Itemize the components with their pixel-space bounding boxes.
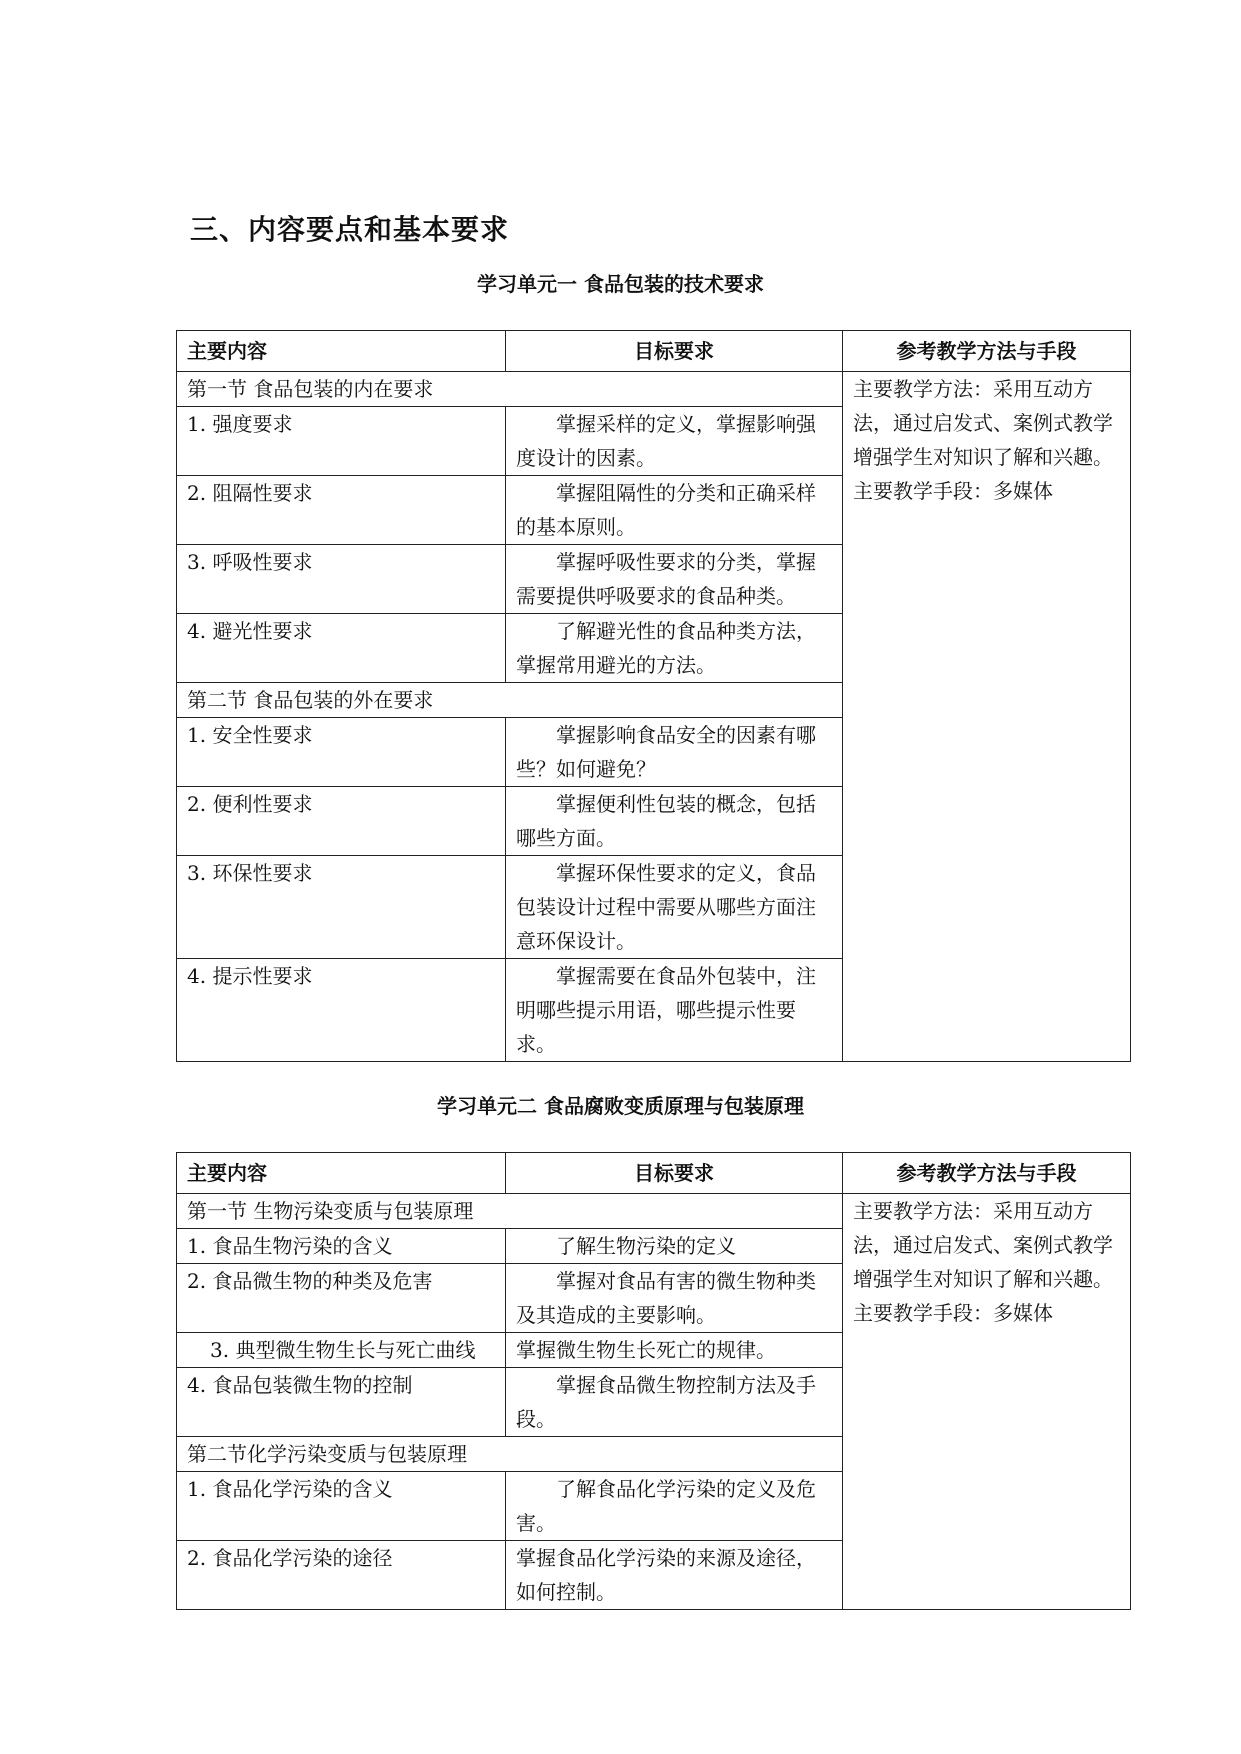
method-cell — [843, 1194, 1131, 1610]
col-header-content: 主要内容 — [177, 331, 506, 372]
content-cell: 4. 食品包装微生物的控制 — [177, 1368, 506, 1437]
content-cell: 1. 食品生物污染的含义 — [177, 1229, 506, 1264]
goal-cell: 掌握采样的定义，掌握影响强度设计的因素。 — [506, 407, 843, 476]
goal-cell: 掌握阻隔性的分类和正确采样的基本原则。 — [506, 476, 843, 545]
goal-cell: 掌握环保性要求的定义，食品包装设计过程中需要从哪些方面注意环保设计。 — [506, 856, 843, 959]
content-cell: 4. 提示性要求 — [177, 959, 506, 1062]
section-heading: 三、内容要点和基本要求 — [190, 213, 510, 246]
section-title: 第二节化学污染变质与包装原理 — [177, 1437, 843, 1472]
goal-cell: 掌握影响食品安全的因素有哪些？如何避免？ — [506, 718, 843, 787]
method-cell — [843, 372, 1131, 1062]
unit1-title: 学习单元一 食品包装的技术要求 — [477, 272, 764, 296]
means-text: 主要教学手段：多媒体 — [853, 479, 1053, 503]
unit2-title: 学习单元二 食品腐败变质原理与包装原理 — [437, 1094, 804, 1118]
section-title: 第一节 生物污染变质与包装原理 — [177, 1194, 843, 1229]
col-header-method: 参考教学方法与手段 — [843, 331, 1131, 372]
content-cell: 1. 食品化学污染的含义 — [177, 1472, 506, 1541]
col-header-goal: 目标要求 — [506, 1153, 843, 1194]
goal-cell: 了解生物污染的定义 — [506, 1229, 843, 1264]
content-cell: 3. 典型微生物生长与死亡曲线 — [177, 1333, 506, 1368]
content-cell: 1. 安全性要求 — [177, 718, 506, 787]
col-header-goal: 目标要求 — [506, 331, 843, 372]
goal-cell: 掌握微生物生长死亡的规律。 — [506, 1333, 843, 1368]
content-cell: 3. 呼吸性要求 — [177, 545, 506, 614]
goal-cell: 掌握便利性包装的概念，包括哪些方面。 — [506, 787, 843, 856]
goal-cell: 掌握食品化学污染的来源及途径，如何控制。 — [506, 1541, 843, 1610]
content-cell: 2. 食品化学污染的途径 — [177, 1541, 506, 1610]
col-header-method: 参考教学方法与手段 — [843, 1153, 1131, 1194]
section-title: 第二节 食品包装的外在要求 — [177, 683, 843, 718]
content-cell: 2. 食品微生物的种类及危害 — [177, 1264, 506, 1333]
means-text: 主要教学手段：多媒体 — [853, 1301, 1053, 1325]
method-text: 主要教学方法：采用互动方法，通过启发式、案例式教学增强学生对知识了解和兴趣。 — [853, 377, 1113, 469]
goal-cell: 掌握需要在食品外包装中，注明哪些提示用语，哪些提示性要求。 — [506, 959, 843, 1062]
unit2-table — [176, 1152, 1131, 1610]
table-header-row — [177, 1153, 1131, 1194]
goal-cell: 掌握对食品有害的微生物种类及其造成的主要影响。 — [506, 1264, 843, 1333]
content-cell: 4. 避光性要求 — [177, 614, 506, 683]
table-header-row — [177, 331, 1131, 372]
goal-cell: 了解避光性的食品种类方法，掌握常用避光的方法。 — [506, 614, 843, 683]
col-header-content: 主要内容 — [177, 1153, 506, 1194]
section-row — [177, 372, 1131, 407]
section-title: 第一节 食品包装的内在要求 — [177, 372, 843, 407]
method-text: 主要教学方法：采用互动方法，通过启发式、案例式教学增强学生对知识了解和兴趣。 — [853, 1199, 1113, 1291]
goal-cell: 掌握食品微生物控制方法及手段。 — [506, 1368, 843, 1437]
goal-cell: 掌握呼吸性要求的分类，掌握需要提供呼吸要求的食品种类。 — [506, 545, 843, 614]
content-cell: 2. 便利性要求 — [177, 787, 506, 856]
section-row — [177, 1194, 1131, 1229]
content-cell: 1. 强度要求 — [177, 407, 506, 476]
goal-cell: 了解食品化学污染的定义及危害。 — [506, 1472, 843, 1541]
content-cell: 2. 阻隔性要求 — [177, 476, 506, 545]
unit1-table — [176, 330, 1131, 1062]
content-cell: 3. 环保性要求 — [177, 856, 506, 959]
